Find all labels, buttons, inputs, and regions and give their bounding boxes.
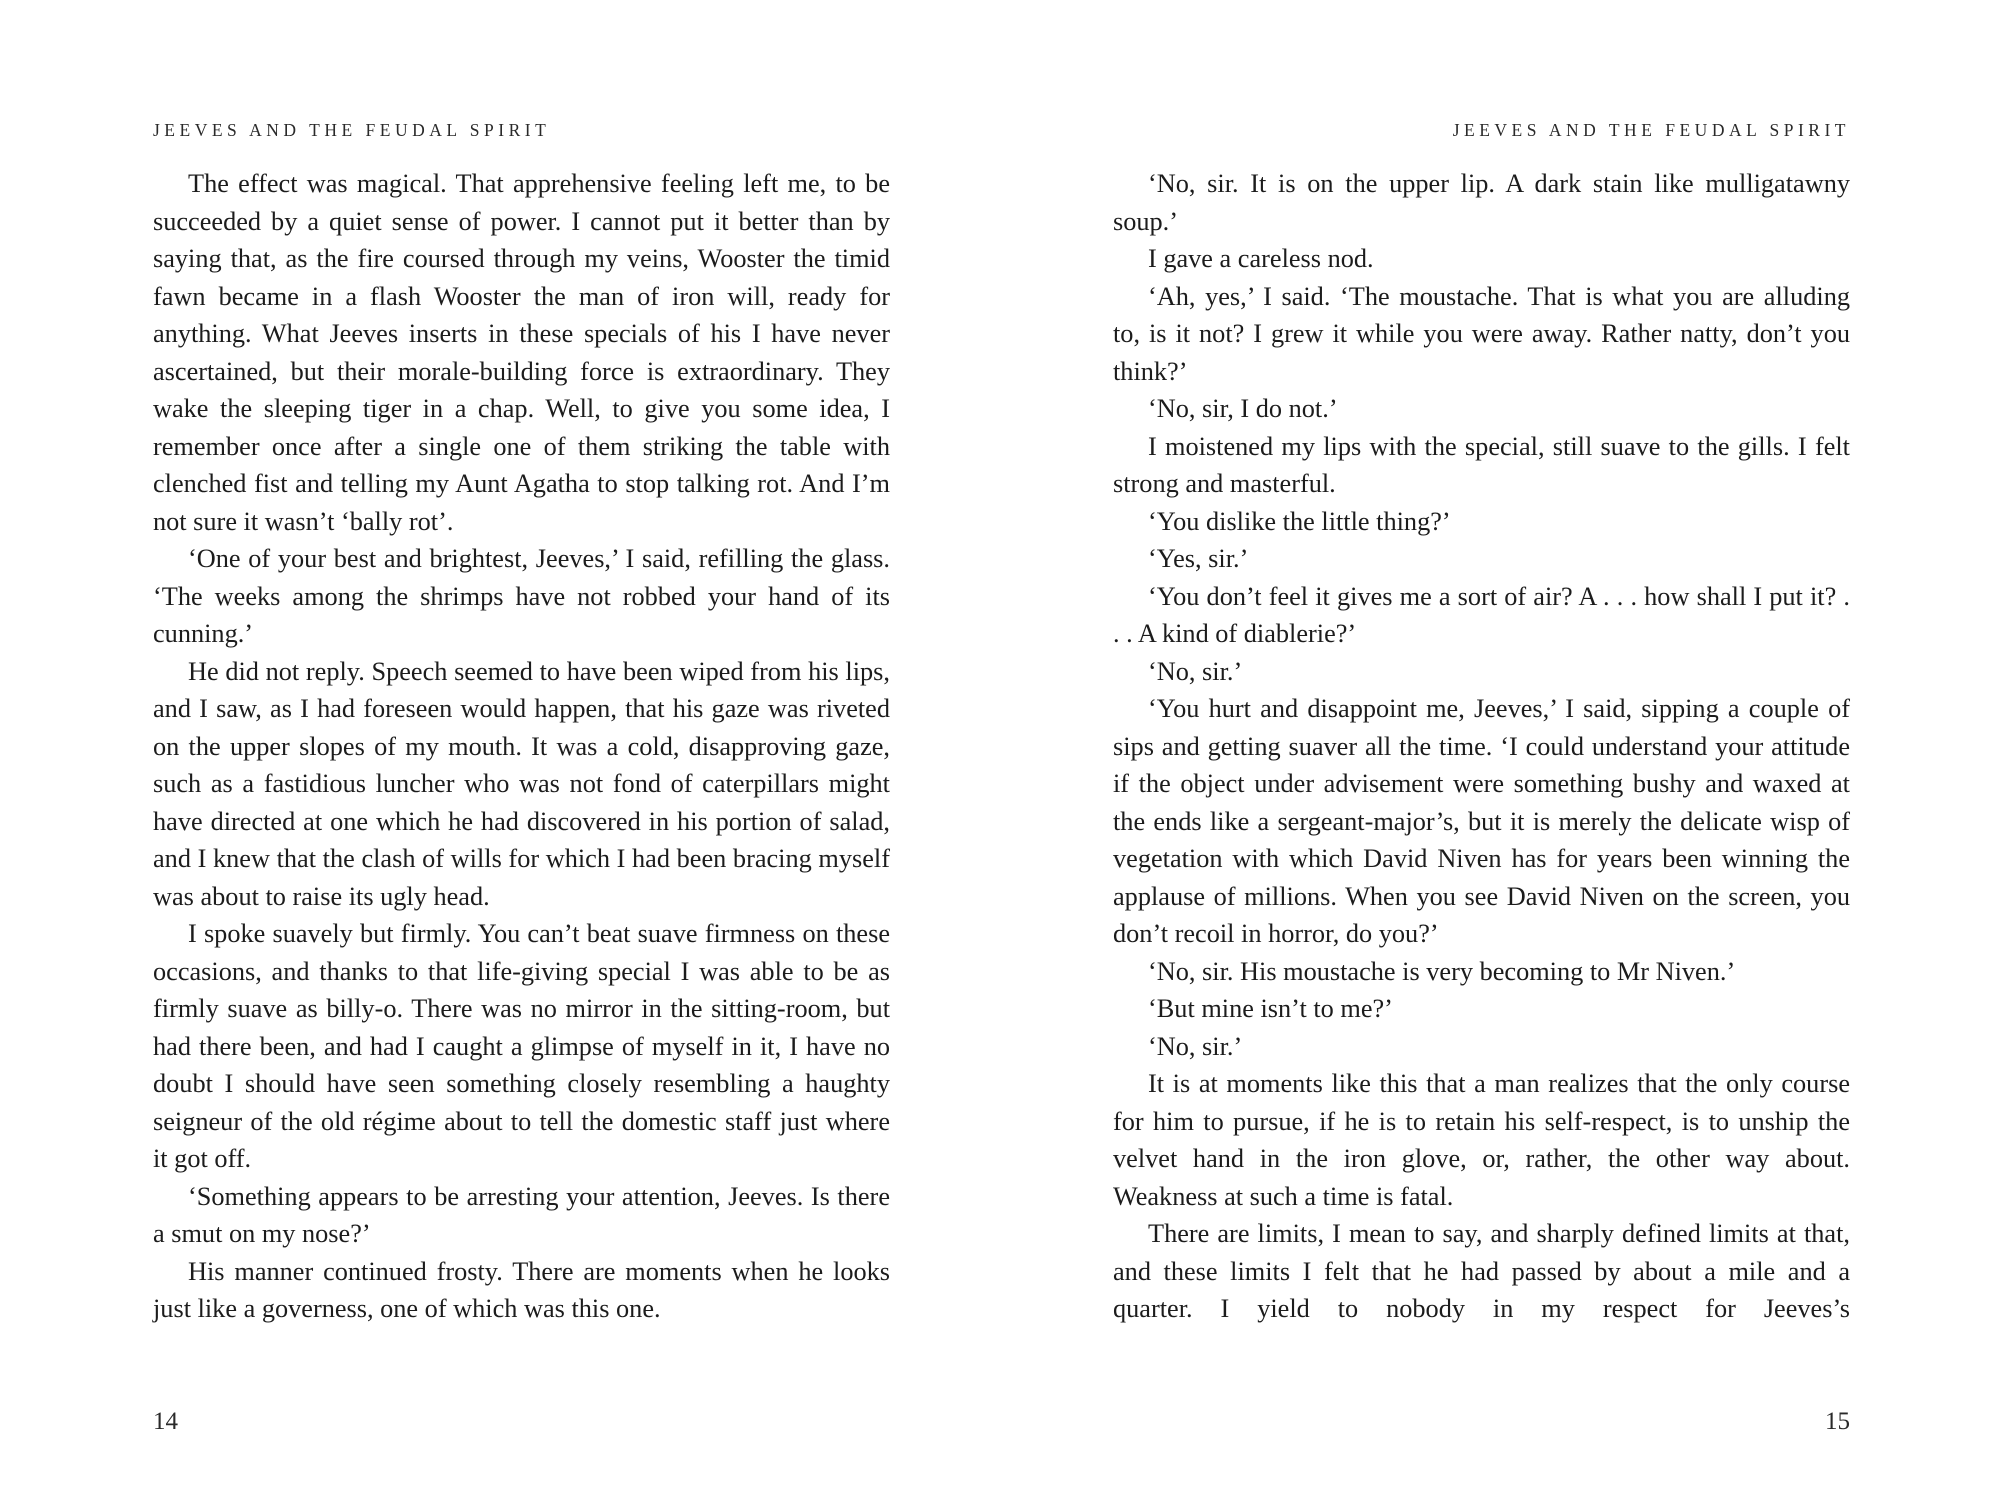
paragraph: ‘You hurt and disappoint me, Jeeves,’ I said, sipping a couple of sips and getting suaver all the time. ‘I could understand your attitude if the object under advisement were something bushy and waxed at the ends like a sergeant-major’s, but it is merely the delicate wisp of vegetation with which David Niven has for years been winning the applause of millions. When you see David Niven on the screen, you don’t recoil in horror, do you?’: [1113, 694, 1850, 948]
right-page: [1113, 0, 1850, 1501]
paragraph: The effect was magical. That apprehensive feeling left me, to be succeeded by a quiet sense of power. I cannot put it better than by saying that, as the fire coursed through my veins, Wooster the timid fawn became in a flash Wooster the man of iron will, ready for anything. What Jeeves inserts in these specials of his I have never ascertained, but their morale-building force is extraordinary. They wake the sleeping tiger in a chap. Well, to give you some idea, I remember once after a single one of them striking the table with clenched fist and telling my Aunt Agatha to stop talking rot. And I’m not sure it wasn’t ‘bally rot’.: [153, 169, 890, 536]
paragraph: ‘No, sir.’: [1148, 656, 1243, 686]
paragraph: There are limits, I mean to say, and sharply defined limits at that, and these limits I felt that he had passed by about a mile and a quarter. I yield to nobody in my respect for Jeeves’s: [1113, 1219, 1850, 1323]
paragraph: ‘Something appears to be arresting your attention, Jeeves. Is there a smut on my nose?’: [153, 1181, 890, 1248]
body-text-left: [153, 165, 890, 1328]
paragraph: ‘You dislike the little thing?’: [1148, 506, 1451, 536]
paragraph: He did not reply. Speech seemed to have been wiped from his lips, and I saw, as I had foreseen would happen, that his gaze was riveted on the upper slopes of my mouth. It was a cold, disapproving gaze, such as a fastidious luncher who was not fond of caterpillars might have directed at one which he had discovered in his portion of salad, and I knew that the clash of wills for which I had been bracing myself was about to raise its ugly head.: [153, 656, 890, 911]
paragraph: ‘No, sir. It is on the upper lip. A dark stain like mulligatawny soup.’: [1113, 169, 1850, 236]
page-number-left: 14: [153, 1408, 178, 1435]
paragraph: ‘One of your best and brightest, Jeeves,’ I said, refilling the glass. ‘The weeks among the shrimps have not robbed your hand of its cunning.’: [153, 544, 890, 648]
paragraph: ‘Yes, sir.’: [1148, 544, 1249, 573]
running-head-left: JEEVES AND THE FEUDAL SPIRIT: [153, 120, 551, 140]
page-number-right: 15: [1825, 1408, 1850, 1435]
paragraph: ‘No, sir.’: [1148, 1031, 1243, 1061]
paragraph: ‘Ah, yes,’ I said. ‘The moustache. That is what you are alluding to, is it not? I grew it while you were away. Rather natty, don’t you think?’: [1113, 281, 1850, 386]
body-text-right: [1113, 165, 1850, 1328]
running-head-right: JEEVES AND THE FEUDAL SPIRIT: [1452, 120, 1850, 140]
paragraph: ‘No, sir, I do not.’: [1148, 394, 1338, 423]
paragraph: I gave a careless nod.: [1148, 244, 1374, 273]
paragraph: ‘But mine isn’t to me?’: [1148, 994, 1393, 1023]
paragraph: His manner continued frosty. There are moments when he looks just like a governess, one of which was this one.: [153, 1256, 890, 1323]
paragraph: I moistened my lips with the special, still suave to the gills. I felt strong and masterful.: [1113, 431, 1850, 498]
paragraph: ‘You don’t feel it gives me a sort of air? A . . . how shall I put it? . . . A kind of diablerie?’: [1113, 581, 1850, 648]
paragraph: I spoke suavely but firmly. You can’t beat suave firmness on these occasions, and thanks to that life-giving special I was able to be as firmly suave as billy-o. There was no mirror in the sitting-room, but had there been, and had I caught a glimpse of myself in it, I have no doubt I should have seen something closely resembling a haughty seigneur of the old régime about to tell the domestic staff just where it got off.: [153, 919, 890, 1173]
paragraph: ‘No, sir. His moustache is very becoming to Mr Niven.’: [1148, 956, 1736, 986]
left-page: [153, 0, 890, 1501]
paragraph: It is at moments like this that a man realizes that the only course for him to pursue, if he is to retain his self-respect, is to unship the velvet hand in the iron glove, or, rather, the other way about. Weakness at such a time is fatal.: [1113, 1069, 1850, 1211]
